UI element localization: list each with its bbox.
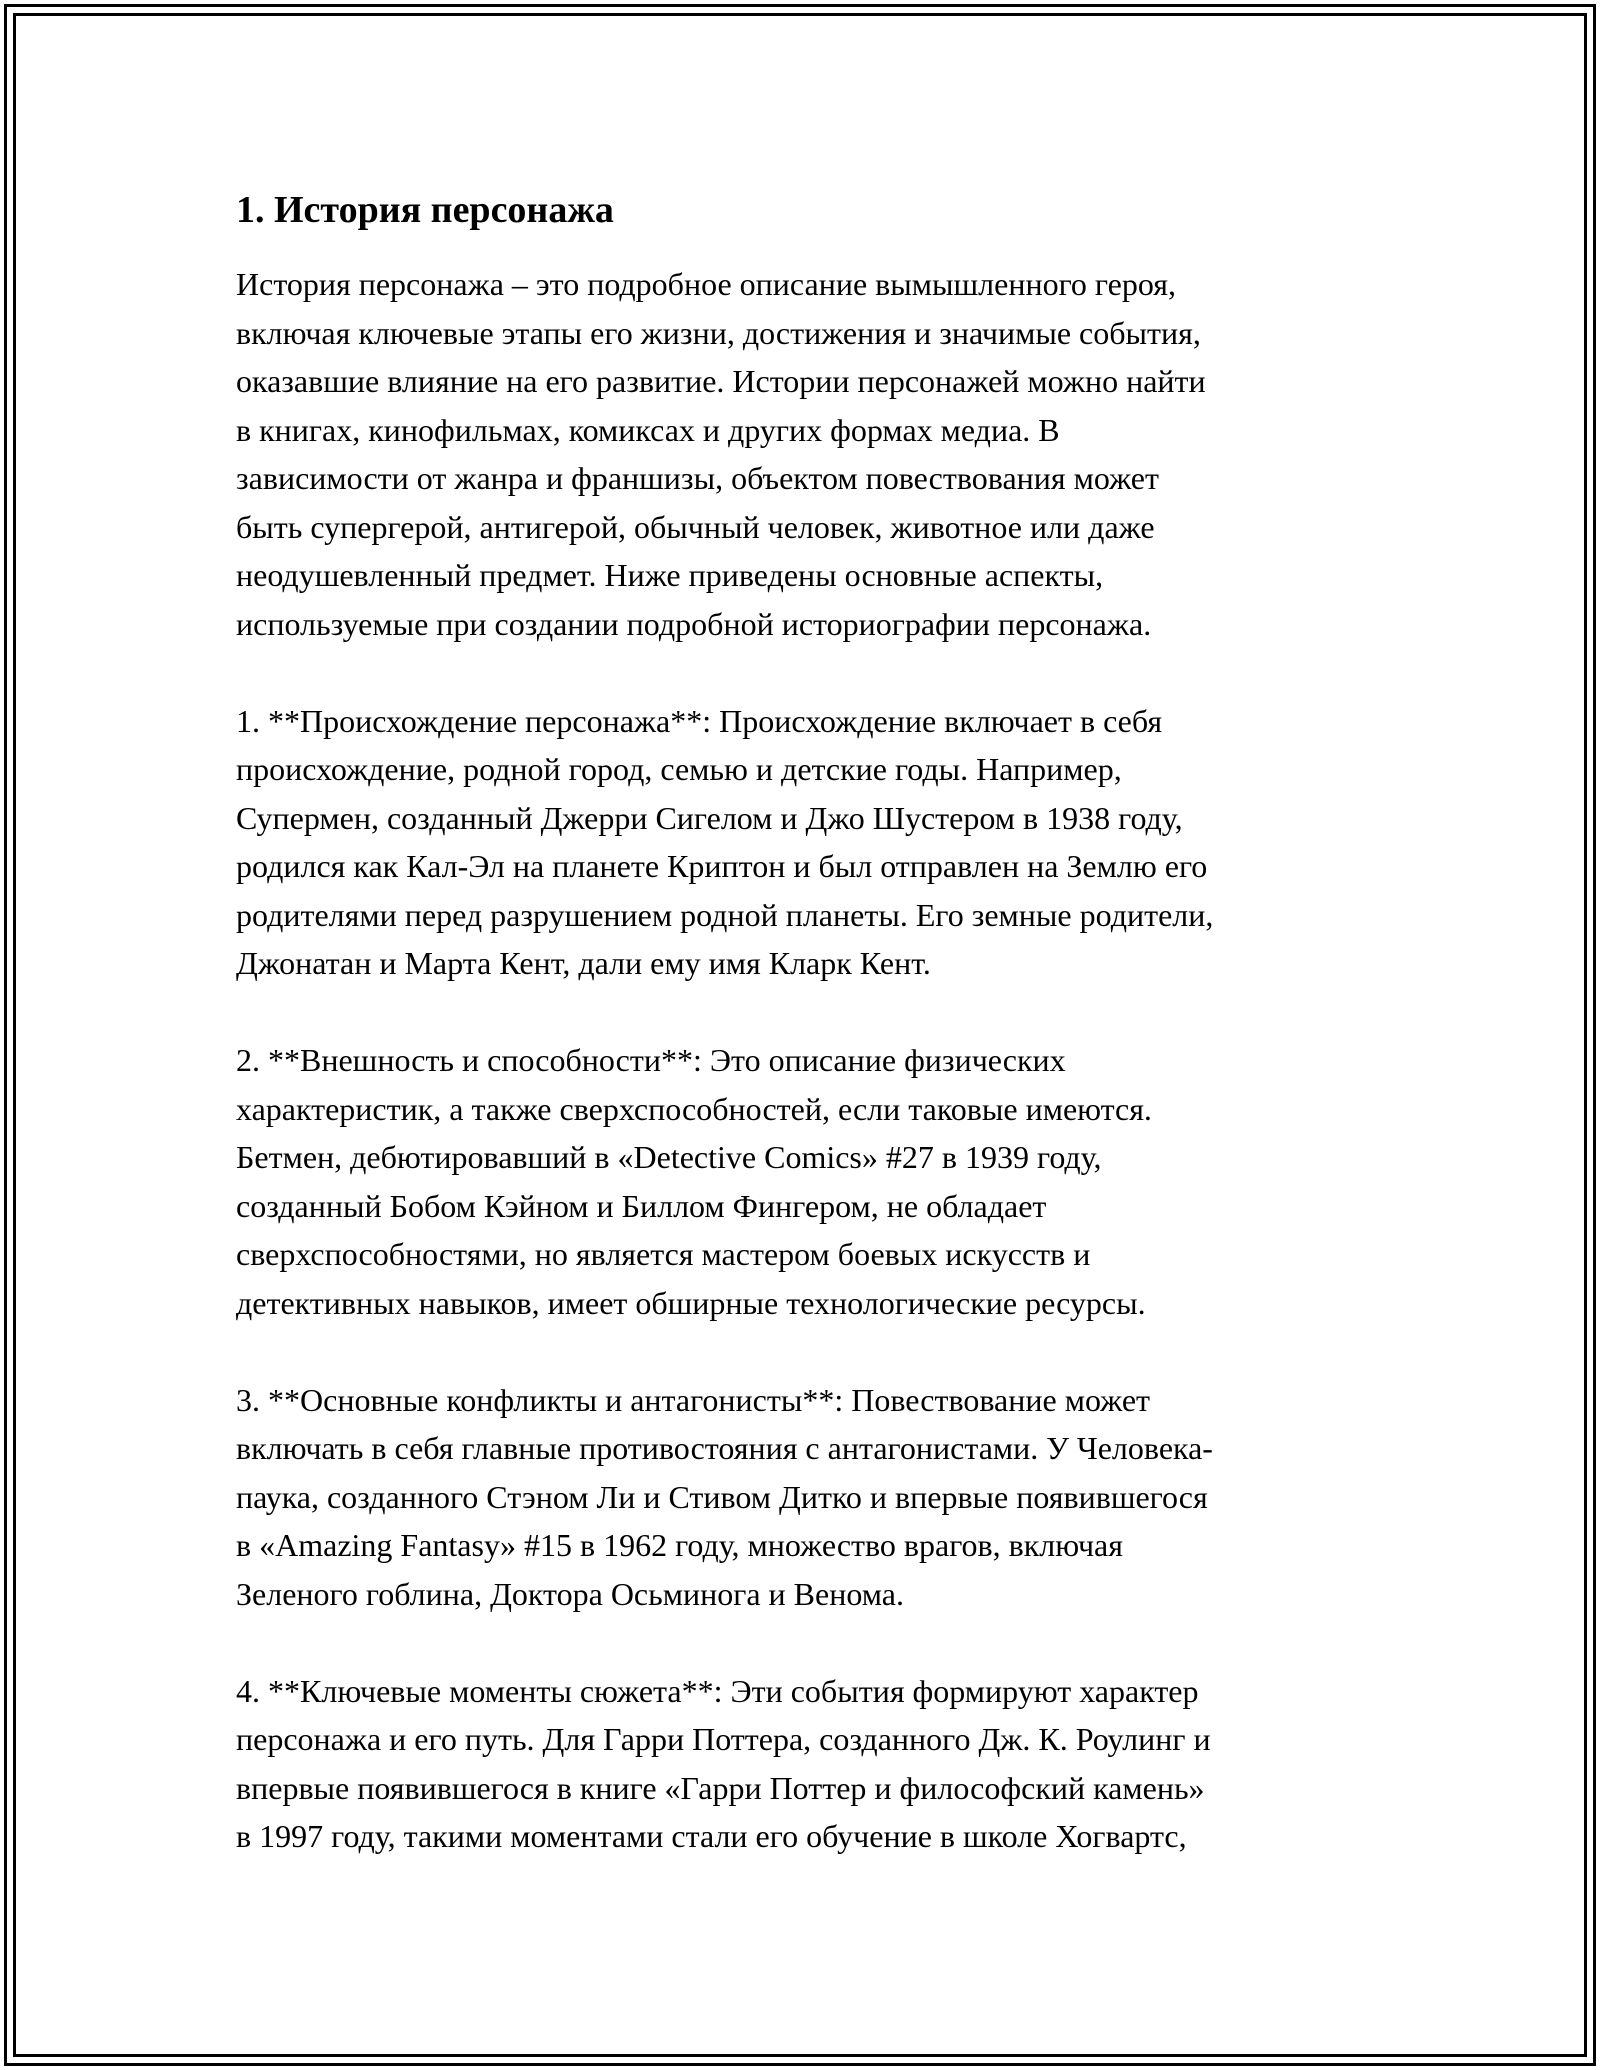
list-item-appearance: 2. **Внешность и способности**: Это описание физических характеристик, а также сверхспособностей, если таковые имеются. Бетмен, дебютировавший в «Detective Comics» #27 в 1939 году, созданный Бобом Кэйном и Биллом Фингером, не обладает сверхспособностями, но является мастером боевых искусств и детективных навыков, имеет обширные технологические ресурсы. bbox=[236, 1042, 1152, 1321]
intro-paragraph: История персонажа – это подробное описание вымышленного героя, включая ключевые этапы его жизни, достижения и значимые события, оказавшие влияние на его развитие. Истории персонажей можно найти в книгах, кинофильмах, комиксах и других формах медиа. В зависимости от жанра и франшизы, объектом повествования может быть супергерой, антигерой, обычный человек, животное или даже неодушевленный предмет. Ниже приведены основные аспекты, используемые при создании подробной историографии персонажа. bbox=[236, 266, 1206, 642]
document-body bbox=[236, 186, 1376, 1861]
list-item-conflicts: 3. **Основные конфликты и антагонисты**: Повествование может включать в себя главные противостояния с антагонистами. У Человека- паука, созданного Стэном Ли и Стивом Дитко и впервые появившегося в «Amazing Fantasy» #15 в 1962 году, множество врагов, включая Зеленого гоблина, Доктора Осьминога и Венома. bbox=[236, 1381, 1213, 1612]
section-heading: 1. История персонажа bbox=[236, 189, 614, 231]
list-item-origin: 1. **Происхождение персонажа**: Происхождение включает в себя происхождение, родной город, семью и детские годы. Например, Супермен, созданный Джерри Сигелом и Джо Шустером в 1938 году, родился как Кал-Эл на планете Криптон и был отправлен на Землю его родителями перед разрушением родной планеты. Его земные родители, Джонатан и Марта Кент, дали ему имя Кларк Кент. bbox=[236, 702, 1214, 981]
list-item-plot-moments: 4. **Ключевые моменты сюжета**: Эти события формируют характер персонажа и его путь. Для Гарри Поттера, созданного Дж. К. Роулинг и впервые появившегося в книге «Гарри Поттер и философский камень» в 1997 году, такими моментами стали его обучение в школе Хогвартс, bbox=[236, 1672, 1211, 1854]
